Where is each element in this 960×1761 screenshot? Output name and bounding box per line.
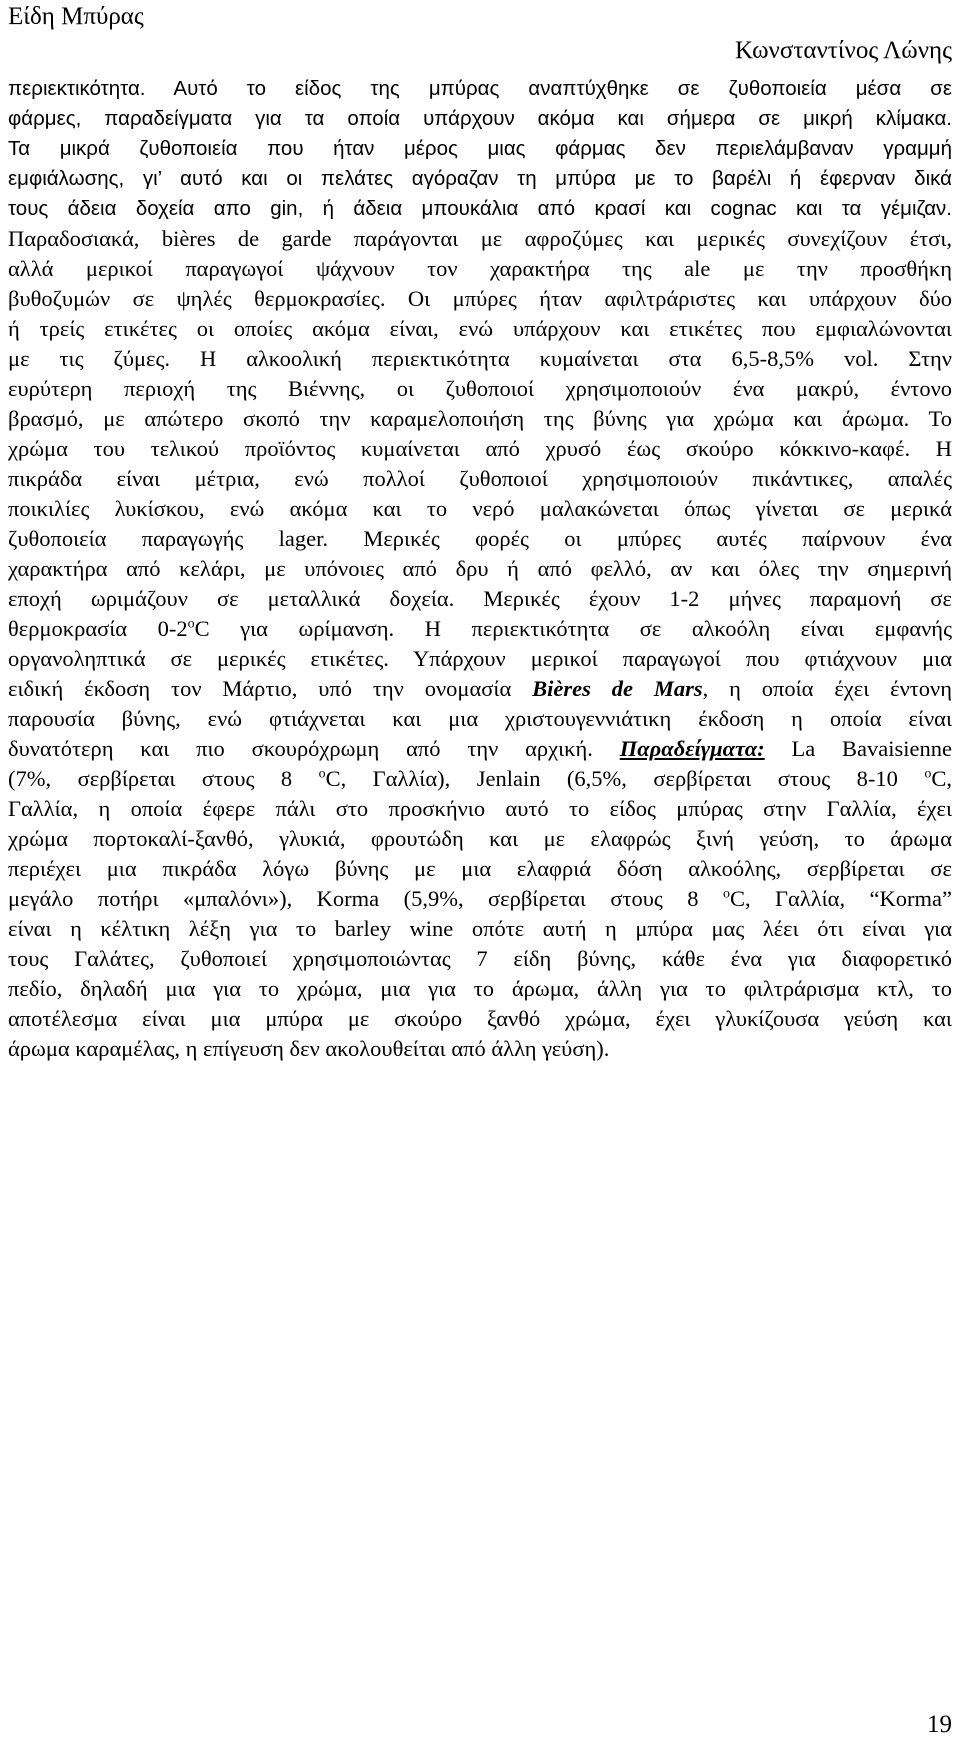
text-line: θερμοκρασία 0-2$^o$C για ωρίμανση. Η περιεκτικότητα σε αλκοόλη είναι εμφανής: [8, 616, 952, 641]
running-header-title: Είδη Μπύρας: [8, 3, 144, 30]
text-line: αλλά μερικοί παραγωγοί ψάχνουν τον χαρακτήρα της ale με την προσθήκη: [8, 256, 952, 281]
text-line: ζυθοποιεία παραγωγής lager. Μερικές φορές οι μπύρες αυτές παίρνουν ένα: [8, 526, 952, 551]
text-line: Τα μικρά ζυθοποιεία που ήταν μέρος μιας φάρμας δεν περιελάμβαναν γραμμή: [8, 137, 952, 160]
text-line: βυθοζυμών σε ψηλές θερμοκρασίες. Οι μπύρες ήταν αφιλτράριστες και υπάρχουν δύο: [8, 286, 952, 311]
text-line: τους άδεια δοχεία απο gin, ή άδεια μπουκάλια από κρασί και cognac και τα γέμιζαν.: [8, 197, 952, 220]
degree-superscript: o: [187, 616, 195, 632]
text-line: χρώμα πορτοκαλί-ξανθό, γλυκιά, φρουτώδη και με ελαφρώς ξινή γεύση, το άρωμα: [8, 826, 952, 851]
text-line: βρασμό, με απώτερο σκοπό την καραμελοποιήση της βύνης για χρώμα και άρωμα. Το: [8, 406, 952, 431]
text-line: φάρμες, παραδείγματα για τα οποία υπάρχουν ακόμα και σήμερα σε μικρή κλίμακα.: [8, 107, 952, 130]
degree-superscript: o: [924, 766, 932, 782]
text-line: αποτέλεσμα είναι μια μπύρα με σκούρο ξανθό χρώμα, έχει γλυκίζουσα γεύση και: [8, 1006, 952, 1031]
running-header-author: Κωνσταντίνος Λώνης: [734, 37, 952, 64]
text-line: ειδική έκδοση τον Μάρτιο, υπό την ονομασία Bières de Mars, η οποία έχει έντονη: [8, 676, 952, 701]
text-line: χαρακτήρα από κελάρι, με υπόνοιες από δρυ ή από φελλό, αν και όλες την σημερινή: [8, 556, 952, 581]
beer-style-name: Bières de Mars: [532, 676, 703, 701]
text-line: ποικιλίες λυκίσκου, ενώ ακόμα και το νερό μαλακώνεται όπως γίνεται σε μερικά: [8, 496, 952, 521]
text-line: άρωμα καραμέλας, η επίγευση δεν ακολουθείται από άλλη γεύση).: [8, 1036, 610, 1061]
text-line: Παραδοσιακά, bières de garde παράγονται με αφροζύμες και μερικές συνεχίζουν έτσι,: [8, 226, 952, 251]
text-line: πικράδα είναι μέτρια, ενώ πολλοί ζυθοποιοί χρησιμοποιούν πικάντικες, απαλές: [8, 466, 952, 491]
text-line: με τις ζύμες. Η αλκοολική περιεκτικότητα κυμαίνεται στα 6,5-8,5% vol. Στην: [8, 346, 952, 371]
text-line: (7%, σερβίρεται στους 8 $^o$C, Γαλλία), Jenlain (6,5%, σερβίρεται στους 8-10 $^o$C,: [8, 766, 952, 791]
text-line: εμφιάλωσης, γι’ αυτό και οι πελάτες αγόραζαν τη μπύρα με το βαρέλι ή έφερναν δικά: [8, 167, 952, 190]
text-line: είναι η κέλτικη λέξη για το barley wine οπότε αυτή η μπύρα μας λέει ότι είναι για: [8, 916, 952, 941]
text-line: περιεκτικότητα. Αυτό το είδος της μπύρας αναπτύχθηκε σε ζυθοποιεία μέσα σε: [8, 77, 952, 100]
text-line: οργανοληπτικά σε μερικές ετικέτες. Υπάρχουν μερικοί παραγωγοί που φτιάχνουν μια: [8, 646, 952, 671]
text-line: Γαλλία, η οποία έφερε πάλι στο προσκήνιο αυτό το είδος μπύρας στην Γαλλία, έχει: [8, 796, 952, 821]
text-line: παρουσία βύνης, ενώ φτιάχνεται και μια χριστουγεννιάτικη έκδοση η οποία είναι: [8, 706, 952, 731]
text-line: περιέχει μια πικράδα λόγω βύνης με μια ελαφριά δόση αλκοόλης, σερβίρεται σε: [8, 856, 952, 881]
page-number: 19: [927, 1711, 952, 1738]
body-text: [8, 74, 952, 1064]
text-line: πεδίο, δηλαδή μια για το χρώμα, μια για το άρωμα, άλλη για το φιλτράρισμα κτλ, το: [8, 976, 952, 1001]
text-line: τους Γαλάτες, ζυθοποιεί χρησιμοποιώντας 7 είδη βύνης, κάθε ένα για διαφορετικό: [8, 946, 952, 971]
degree-superscript: o: [318, 766, 326, 782]
text-line: μεγάλο ποτήρι «μπαλόνι»), Korma (5,9%, σερβίρεται στους 8 $^o$C, Γαλλία, “Korma”: [8, 886, 952, 911]
text-line: χρώμα του τελικού προϊόντος κυμαίνεται από χρυσό έως σκούρο κόκκινο-καφέ. Η: [8, 436, 952, 461]
text-line: εποχή ωριμάζουν σε μεταλλικά δοχεία. Μερικές έχουν 1-2 μήνες παραμονή σε: [8, 586, 952, 611]
text-line: ή τρείς ετικέτες οι οποίες ακόμα είναι, ενώ υπάρχουν και ετικέτες που εμφιαλώνονται: [8, 316, 952, 341]
examples-label: Παραδείγματα:: [619, 736, 765, 761]
degree-superscript: o: [722, 886, 730, 902]
text-line: ευρύτερη περιοχή της Βιέννης, οι ζυθοποιοί χρησιμοποιούν ένα μακρύ, έντονο: [8, 376, 952, 401]
text-line: δυνατότερη και πιο σκουρόχρωμη από την αρχική. Παραδείγματα: La Bavaisienne: [8, 736, 952, 761]
